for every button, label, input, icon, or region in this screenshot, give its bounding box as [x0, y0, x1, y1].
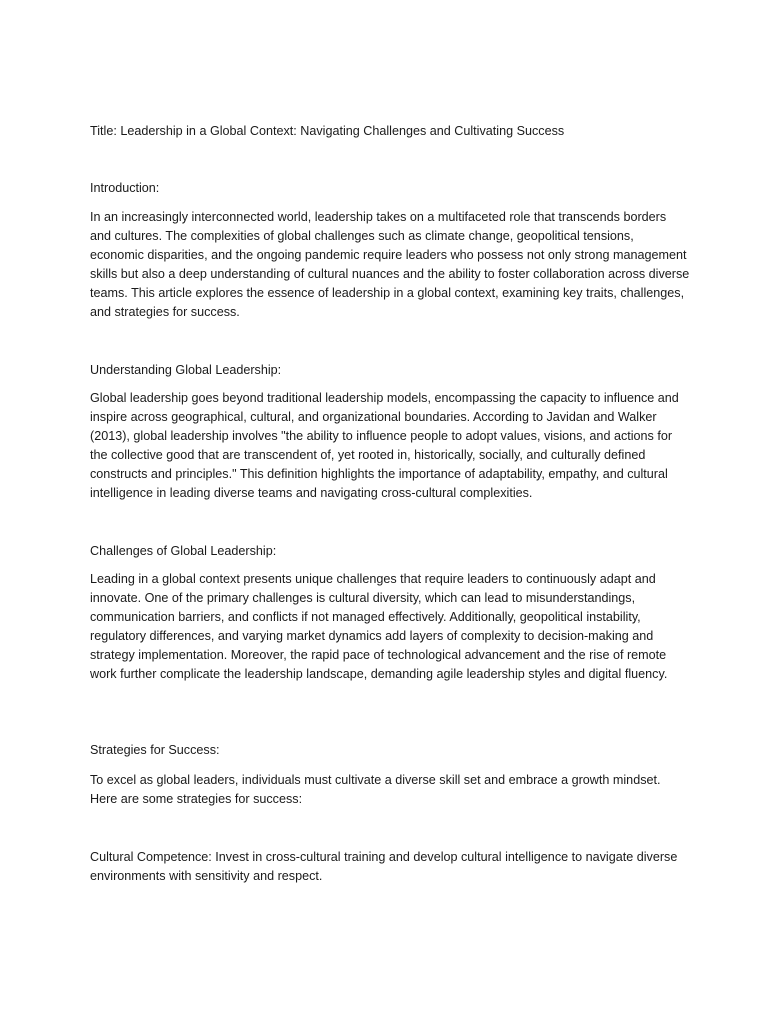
paragraph-cultural-competence: Cultural Competence: Invest in cross-cultural training and develop cultural intelligence to navigate diverse environments with sensitivity and respect.: [90, 850, 678, 883]
section-heading-understanding: Understanding Global Leadership:: [90, 363, 282, 377]
paragraph-understanding: Global leadership goes beyond traditional leadership models, encompassing the capacity to influence and inspire across geographical, cultural, and organizational boundaries. According to Javidan and Walker (2013), global leadership involves "the ability to influence people to adopt values, visions, and actions for the collective good that are transcendent of, yet rooted in, historically, socially, and culturally defined constructs and principles." This definition highlights the importance of adaptability, empathy, and cultural intelligence in leading diverse teams and navigating cross-cultural complexities.: [90, 391, 679, 500]
paragraph-introduction: In an increasingly interconnected world, leadership takes on a multifaceted role that transcends borders and cultures. The complexities of global challenges such as climate change, geopolitical tensions, economic disparities, and the ongoing pandemic require leaders who possess not only strong management skills but also a deep understanding of cultural nuances and the ability to foster collaboration across diverse teams. This article explores the essence of leadership in a global context, examining key traits, challenges, and strategies for success.: [90, 210, 690, 319]
section-heading-strategies: Strategies for Success:: [90, 743, 220, 757]
document-title: Title: Leadership in a Global Context: Navigating Challenges and Cultivating Success: [90, 124, 565, 138]
section-heading-introduction: Introduction:: [90, 181, 160, 195]
paragraph-strategies-intro: To excel as global leaders, individuals must cultivate a diverse skill set and embrace a growth mindset. Here are some strategies for success:: [90, 773, 661, 806]
paragraph-challenges: Leading in a global context presents unique challenges that require leaders to continuously adapt and innovate. One of the primary challenges is cultural diversity, which can lead to misunderstandings, communication barriers, and conflicts if not managed effectively. Additionally, geopolitical instability, regulatory differences, and varying market dynamics add layers of complexity to decision-making and strategy implementation. Moreover, the rapid pace of technological advancement and the rise of remote work further complicate the leadership landscape, demanding agile leadership styles and digital fluency.: [90, 572, 668, 681]
section-heading-challenges: Challenges of Global Leadership:: [90, 544, 277, 558]
